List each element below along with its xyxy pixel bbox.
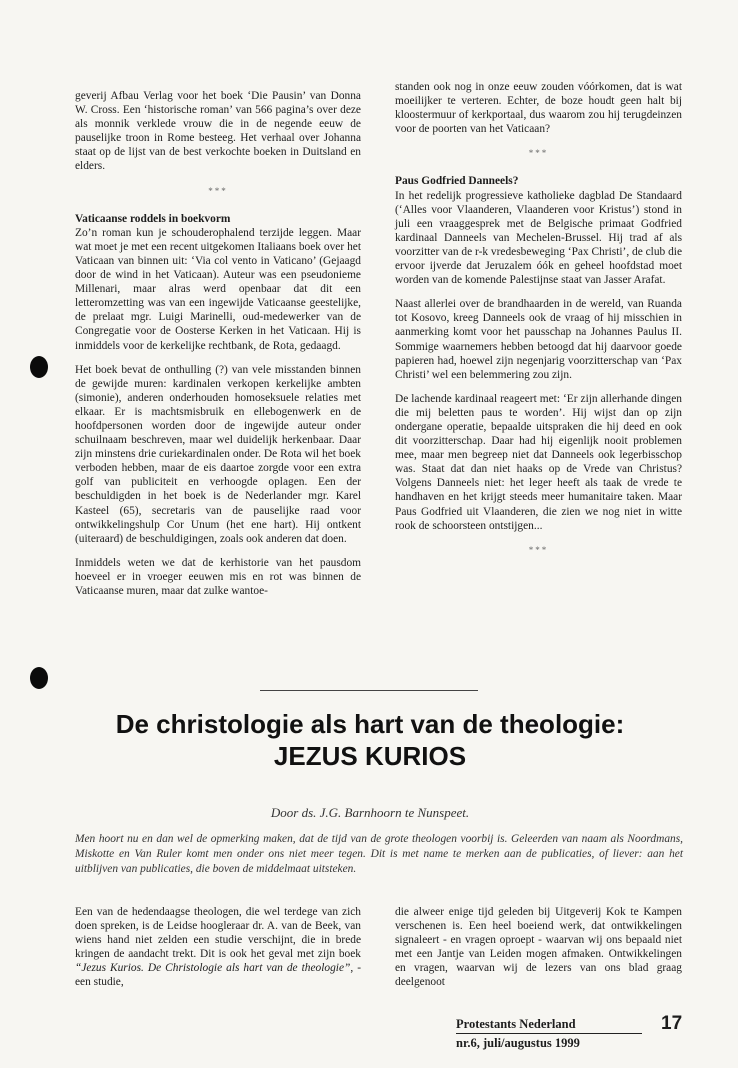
title-line-2: JEZUS KURIOS xyxy=(273,741,467,771)
section-separator: *** xyxy=(528,544,549,555)
paragraph: De lachende kardinaal reageert met: ‘Er zijn allerhande dingen die mij beletten paus te worden’. Hij wijst dan op zijn ondergane operatie, bepaalde uitspraken die hij deed en ook dit voorzitterschap. Daar had hij eigenlijk nooit problemen mee, maar men begreep niet dat Danneels ook legerbisschop was. Staat dat dan niet haaks op de Vrede van Christus? Volgens Danneels niet: het leger heeft als taak de vrede te handhaven en het krijgt steeds meer humanitaire taken. Maar Paus Godfried uit Vlaanderen, die zien we nog niet in witte rook de schoorsteen ontstijgen... xyxy=(395,392,682,532)
binder-hole xyxy=(30,356,48,378)
left-column xyxy=(75,89,361,608)
article-divider xyxy=(260,690,478,691)
article-left-column xyxy=(75,905,361,1000)
binder-hole xyxy=(30,667,48,689)
article-right-column xyxy=(395,905,682,1000)
page-number: 17 xyxy=(661,1013,683,1034)
section-separator: *** xyxy=(208,185,228,196)
paragraph xyxy=(75,905,361,990)
section-heading: Vaticaanse roddels in boekvorm xyxy=(75,212,231,225)
section-heading: Paus Godfried Danneels? xyxy=(395,175,519,188)
right-column xyxy=(395,80,682,571)
paragraph: Naast allerlei over de brandhaarden in de wereld, van Ruanda tot Kosovo, kreeg Danneels ook de vraag of hij misschien in aanmerking komt voor het pausschap na Johannes Paulus II. Sommige waarnemers hebben betoogd dat hij daarvoor goede papieren had, hoewel zijn negenjarig voorzitterschap van ‘Pax Christi’ wel een belemmering zou zijn. xyxy=(395,298,682,381)
article-byline: Door ds. J.G. Barnhoorn te Nunspeet. xyxy=(270,805,470,820)
paragraph: Zo’n roman kun je schouderophalend terzijde leggen. Maar wat moet je met een recent uitgekomen Italiaans boek over het Vaticaan van binnen uit: ‘Via col vento in Vaticano’ (Gejaagd door de wind in het Vaticaan). Auteur was een pseudoniemе Millenari, maar alras werd openbaar dat dit een letteromzetting was van een ingewijde Vaticaanse geestelijke, de prelaat mgr. Luigi Marinelli, oud-medewerker van de Congregatie voor de Oosterse Kerken in het Vaticaan. Hij is inmiddels voor de kerkelijke rechtbank, de Rota, gedaagd. xyxy=(75,226,361,352)
section-separator: *** xyxy=(528,148,549,159)
publication-name: Protestants Nederland xyxy=(456,1017,576,1031)
body-text: , - een studie, xyxy=(75,962,361,989)
body-text: Een van de hedendaagse theologen, die wel terdege van zich doen spreken, is de Leidse hoogleraar dr. A. van de Beek, van wiens hand niet zelden een studie verschijnt, die in brede kringen de aandacht trekt. Dit is ook het geval met zijn boek xyxy=(75,906,361,961)
paragraph: In het redelijk progressieve katholieke dagblad De Standaard (‘Alles voor Vlaanderen, Vlaanderen voor Kristus’) stond in juli een vraaggesprek met de Belgische primaat Godfried kardinaal Danneels van Mechelen-Brussel. Hij trad af als voorzitter van de r-k vredesbeweging ‘Pax Christi’, de club die ervoor ijverde dat Jeruzalem óók en geheel hoofdstad moet worden van de komende Palestijnse staat van Jasser Arafat. xyxy=(395,189,682,287)
title-line-1: De christologie als hart van de theologie: xyxy=(115,709,625,739)
paragraph: die alweer enige tijd geleden bij Uitgeverij Kok te Kampen verschenen is. Een heel boeiend werk, dat ontwikkelingen signaleert - en vragen oproept - waarvan wij ons bepaald niet met een Jantje van Leiden mogen afmaken. Ontwikkelingen en vragen, waarvan wij de lezers van ons blad graag deelgenoot xyxy=(395,906,682,989)
issue-info: nr.6, juli/augustus 1999 xyxy=(456,1036,580,1050)
paragraph: geverij Afbau Verlag voor het boek ‘Die Pausin’ van Donna W. Cross. Een ‘historische roman’ van 566 pagina’s over deze als monnik verklede vrouw die in de negende eeuw de pauselijke troon in Rome besteeg. Het verhaal over Johanna staat op de lijst van de best verkochte boeken in Duitsland en elders. xyxy=(75,90,361,173)
article-title xyxy=(40,708,700,772)
paragraph: Inmiddels weten we dat de kerhistorie van het pausdom hoeveel er in vroeger eeuwen mis en rot was binnen de Vaticaanse muren, maar dat zulke wantoe- xyxy=(75,556,361,597)
footer-rule xyxy=(456,1033,642,1034)
paragraph: standen ook nog in onze eeuw zouden vóórkomen, dat is wat moeilijker te verteren. Echter, de boze houdt geen halt bij kloostermuur of kerkportaal, dus waarom zou hij terugdeinzen voor de poorten van het Vaticaan? xyxy=(395,81,682,136)
paragraph: Het boek bevat de onthulling (?) van vele misstanden binnen de gewijde muren: kardinalen verkopen kerkelijke ambten (simonie), anderen onderhouden homoseksuele relaties met elkaar. Er is machtsmisbruik en ellebogenwerk en de hoofdpersonen worden door de ingewijde auteur onder schuilnaam beschreven, maar wel duidelijk herkenbaar. Daar zijn minstens drie curiekardinalen onder. De Rota wil het boek verboden hebben, maar de eis daartoe zorgde voor een extra golf van publiciteit en verhoogde oplagen. Een der beschuldigden in het boek is de Nederlander mgr. Karel Kasteel (65), secretaris van de pauselijke raad voor ontwikkelingshulp Cor Unum (het ene hart). Hij ontkent (uiteraard) de beschuldigingen, zoals ook anderen dat doen. xyxy=(75,363,361,545)
article-intro: Men hoort nu en dan wel de opmerking maken, dat de tijd van de grote theologen voorbij is. Geleerden van naam als Noordmans, Miskotte en Van Ruler komt men onder ons niet meer tegen. Dit is met name te merken aan de publicaties, of liever: aan het uitblijven van publicaties, die boven de middelmaat uitsteken. xyxy=(75,833,683,875)
book-title: “Jezus Kurios. De Christologie als hart van de theologie” xyxy=(75,962,351,975)
